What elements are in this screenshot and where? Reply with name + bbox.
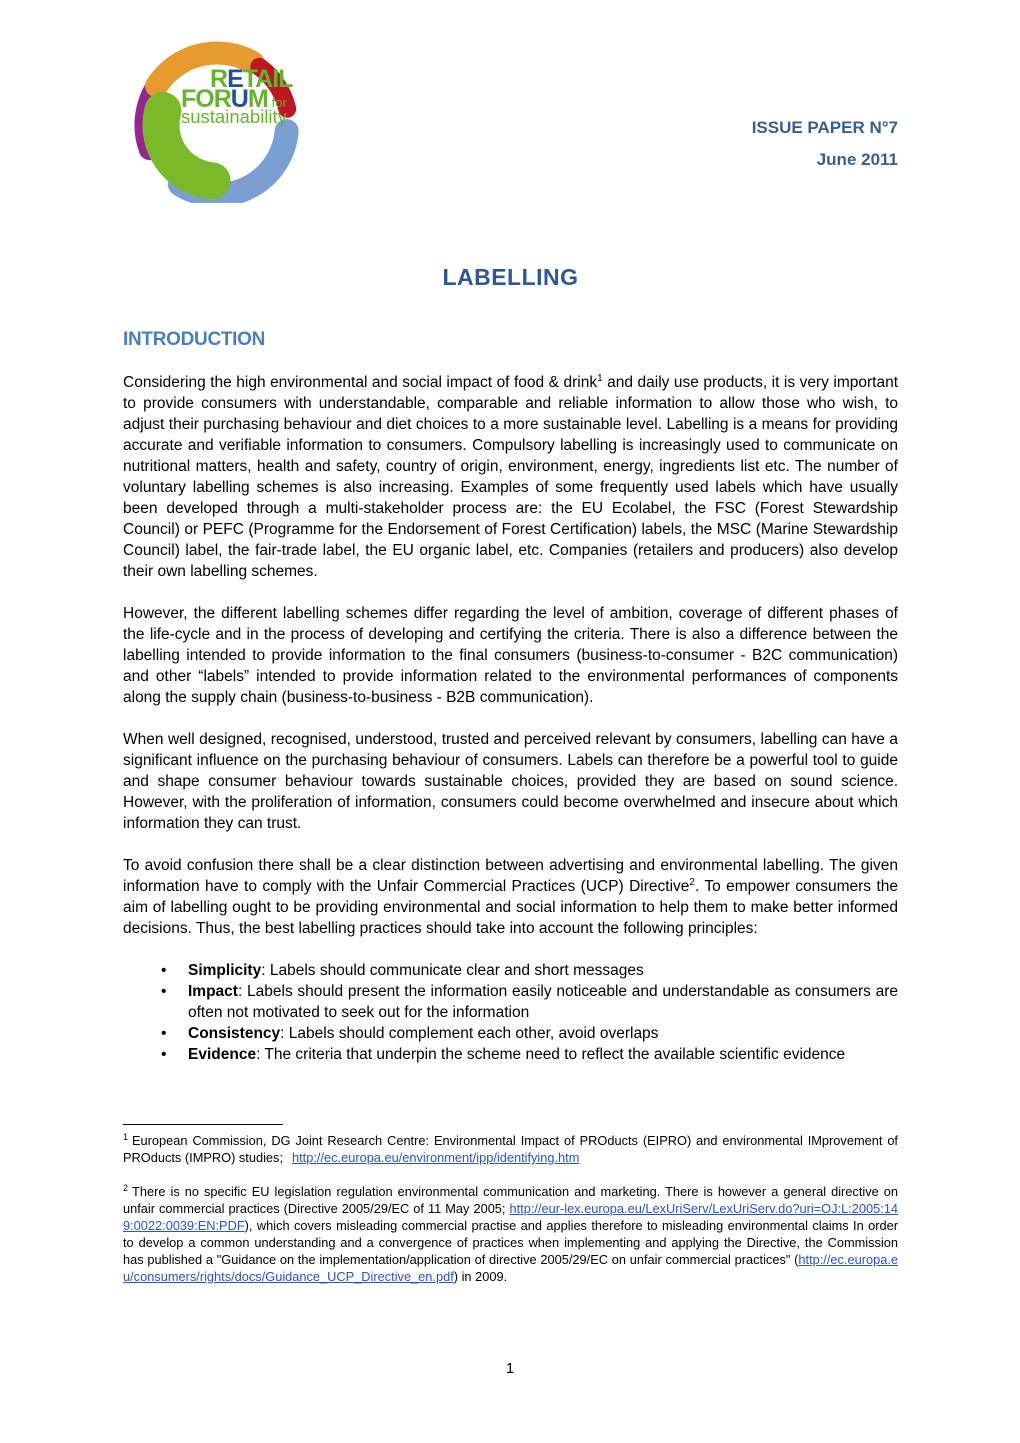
logo-letter: M	[247, 85, 268, 113]
paragraph-text: and daily use products, it is very important to provide consumers with understandable, comparable and reliable information to allow those who wish, to adjust their purchasing behaviour and diet choices to a more sustainable level. Labelling is a means for providing accurate and verifiable information to consumers. Compulsory labelling is increasingly used to communicate on nutritional matters, health and safety, country of origin, environment, energy, ingredients list etc. The number of voluntary labelling schemes is also increasing. Examples of some frequently used labels which have usually been developed through a multi-stakeholder process are: the EU Ecolabel, the FSC (Forest Stewardship Council) or PEFC (Programme for the Endorsement of Forest Certification) labels, the MSC (Marine Stewardship Council) label, the fair-trade label, the EU organic label, etc. Companies (retailers and producers) also develop their own labelling schemes.	[123, 374, 898, 580]
logo-letter: FOR	[181, 85, 231, 113]
page-number: 1	[505, 1360, 515, 1377]
bullet-text: : Labels should complement each other, avoid overlaps	[280, 1025, 659, 1042]
footnote-ref-1: 1	[597, 372, 603, 384]
footnote-text: There is no specific EU legislation regulation environmental communication and marketing. There is however a general directive on unfair commercial practices (Directive 2005/29/EC of 11 May 2005;	[123, 1184, 898, 1216]
logo-for: for	[271, 95, 287, 110]
footnote-2	[123, 1183, 898, 1285]
footnotes-section	[123, 1124, 898, 1285]
footnote-1-marker: 1	[123, 1131, 129, 1142]
bullet-text: : The criteria that underpin the scheme need to reflect the available scientific evidence	[256, 1046, 846, 1063]
footnote-text: European Commission, DG Joint Research Centre: Environmental Impact of PROducts (EIPRO) and environmental IMprovement of PROducts (IMPRO) studies;	[123, 1133, 898, 1165]
paragraph-text: To avoid confusion there shall be a clear distinction between advertising and environmental labelling. The given information have to comply with the Unfair Commercial Practices (UCP) Directive	[123, 857, 898, 895]
logo-letter: R	[210, 65, 228, 93]
bullet-term: Simplicity	[188, 962, 262, 979]
list-item-impact	[188, 981, 898, 1023]
issue-date: June 2011	[816, 150, 898, 169]
bullet-text: : Labels should present the information easily noticeable and understandable as consumers are often not motivated to seek out for the information	[188, 983, 898, 1021]
issue-paper-label: ISSUE PAPER N°7	[751, 118, 898, 137]
logo-letter-blue: E	[227, 65, 243, 93]
footnote-separator	[123, 1124, 283, 1125]
footnote-2-link-eurlex[interactable]: http://eur-lex.europa.eu/LexUriServ/LexUriServ.do?uri=OJ:L:2005:149:0022:0039:EN:PDF	[123, 1201, 898, 1233]
footnote-2-link-guidance[interactable]: http://ec.europa.eu/consumers/rights/docs/Guidance_UCP_Directive_en.pdf	[123, 1252, 898, 1284]
paragraph-text: Considering the high environmental and social impact of food & drink	[123, 374, 598, 391]
footnote-1-link[interactable]: http://ec.europa.eu/environment/ipp/identifying.htm	[292, 1150, 580, 1165]
paragraph-4	[123, 855, 898, 939]
footnote-text: ), which covers misleading commercial practise and applies therefore to misleading environmental claims In order to develop a common understanding and a convergence of practices when implementing and applying the Directive, the Commission has published a "Guidance on the implementation/application of directive 2005/29/EC on unfair commercial practices" (	[123, 1218, 898, 1267]
paragraph-3: When well designed, recognised, understood, trusted and perceived relevant by consumers, labelling can have a significant influence on the purchasing behaviour of consumers. Labels can therefore be a powerful tool to guide and shape consumer behaviour towards sustainable choices, provided they are based on sound science. However, with the proliferation of information, consumers could become overwhelmed and insecure about which information they can trust.	[123, 731, 898, 832]
bullet-term: Consistency	[188, 1025, 281, 1042]
paragraph-1	[123, 372, 898, 582]
logo-sustainability: sustainability	[181, 106, 287, 127]
footnote-2-marker: 2	[123, 1182, 129, 1193]
list-item-simplicity	[188, 960, 898, 981]
bullet-term: Impact	[188, 983, 238, 1000]
footnote-ref-2: 2	[689, 876, 695, 888]
bullet-term: Evidence	[188, 1046, 257, 1063]
paragraph-text: . To empower consumers the aim of labelling ought to be providing environmental and social information to help them to make better informed decisions. Thus, the best labelling practices should take into account the following principles:	[123, 878, 898, 937]
footnote-text: ) in 2009.	[453, 1269, 508, 1284]
paragraph-2: However, the different labelling schemes differ regarding the level of ambition, coverage of different phases of the life-cycle and in the process of developing and certifying the criteria. There is also a difference between the labelling intended to provide information to the final consumers (business-to-consumer - B2C communication) and other “labels” intended to provide information related to the environmental performances of components along the supply chain (business-to-business - B2B communication).	[123, 605, 898, 706]
page-title: LABELLING	[442, 264, 579, 290]
principles-list	[123, 960, 898, 1065]
bullet-text: : Labels should communicate clear and short messages	[261, 962, 644, 979]
list-item-consistency	[188, 1023, 898, 1044]
section-heading-introduction: INTRODUCTION	[123, 329, 266, 350]
footnote-1	[123, 1132, 898, 1166]
logo-letter: TAIL	[242, 65, 293, 93]
list-item-evidence	[188, 1044, 898, 1065]
logo-letter-blue: U	[230, 85, 248, 113]
main-content	[123, 0, 898, 1065]
